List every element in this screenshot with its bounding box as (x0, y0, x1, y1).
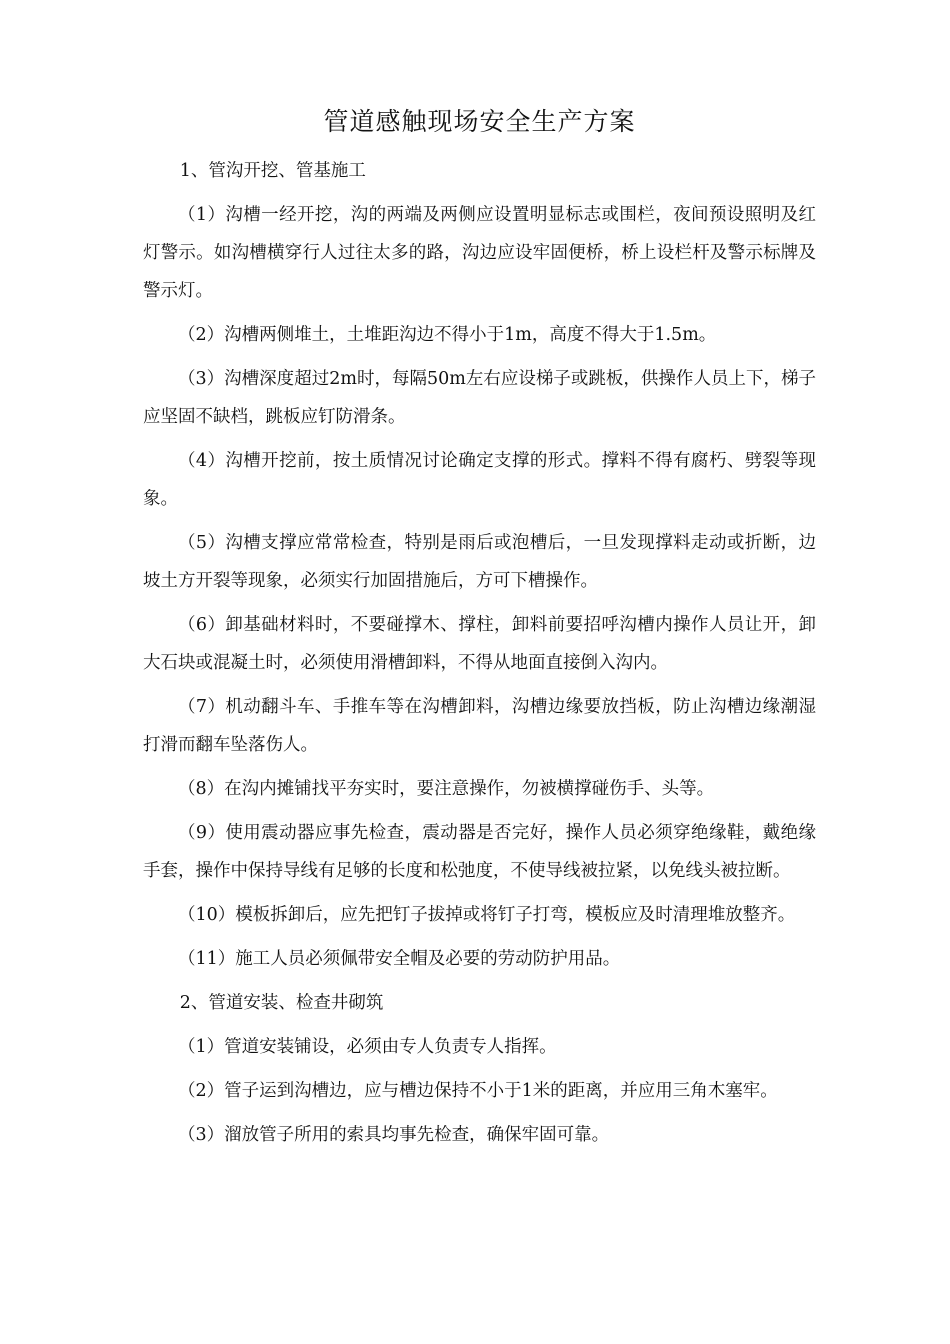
paragraph-1-7: （7）机动翻斗车、手推车等在沟槽卸料，沟槽边缘要放挡板，防止沟槽边缘潮湿打滑而翻车坠落伤人。 (143, 697, 816, 755)
paragraph-1-1: （1）沟槽一经开挖，沟的两端及两侧应设置明显标志或围栏，夜间预设照明及红灯警示。如沟槽横穿行人过往太多的路，沟边应设牢固便桥，桥上设栏杆及警示标牌及警示灯。 (143, 205, 816, 301)
section-heading-1: 1、管沟开挖、管基施工 (179, 161, 366, 181)
paragraph-1-4: （4）沟槽开挖前，按土质情况讨论确定支撑的形式。撑料不得有腐朽、劈裂等现象。 (143, 451, 816, 509)
paragraph-1-3: （3）沟槽深度超过2m时，每隔50m左右应设梯子或跳板，供操作人员上下，梯子应坚固不缺档，跳板应钉防滑条。 (143, 369, 816, 427)
paragraph-1-5: （5）沟槽支撑应常常检查，特别是雨后或泡槽后，一旦发现撑料走动或折断，边坡土方开裂等现象，必须实行加固措施后，方可下槽操作。 (143, 533, 816, 591)
paragraph-1-8: （8）在沟内摊铺找平夯实时，要注意操作，勿被横撑碰伤手、头等。 (178, 779, 715, 799)
paragraph-1-6: （6）卸基础材料时，不要碰撑木、撑柱，卸料前要招呼沟槽内操作人员让开，卸大石块或混凝土时，必须使用滑槽卸料，不得从地面直接倒入沟内。 (143, 615, 816, 673)
paragraph-1-2: （2）沟槽两侧堆土，土堆距沟边不得小于1m，高度不得大于1.5m。 (178, 325, 717, 345)
section-heading-2: 2、管道安装、检查井砌筑 (179, 993, 384, 1013)
paragraph-1-10: （10）模板拆卸后，应先把钉子拔掉或将钉子打弯，模板应及时清理堆放整齐。 (178, 905, 796, 925)
document-body (143, 104, 816, 1160)
paragraph-2-3: （3）溜放管子所用的索具均事先检查，确保牢固可靠。 (178, 1125, 610, 1145)
paragraph-1-9: （9）使用震动器应事先检查，震动器是否完好，操作人员必须穿绝缘鞋，戴绝缘手套，操作中保持导线有足够的长度和松弛度，不使导线被拉紧，以免线头被拉断。 (143, 823, 816, 881)
paragraph-2-1: （1）管道安装铺设，必须由专人负责专人指挥。 (178, 1037, 557, 1057)
paragraph-1-11: （11）施工人员必须佩带安全帽及必要的劳动防护用品。 (178, 949, 621, 969)
paragraph-2-2: （2）管子运到沟槽边，应与槽边保持不小于1米的距离，并应用三角木塞牢。 (178, 1081, 778, 1101)
document-title: 管道感触现场安全生产方案 (323, 107, 636, 136)
